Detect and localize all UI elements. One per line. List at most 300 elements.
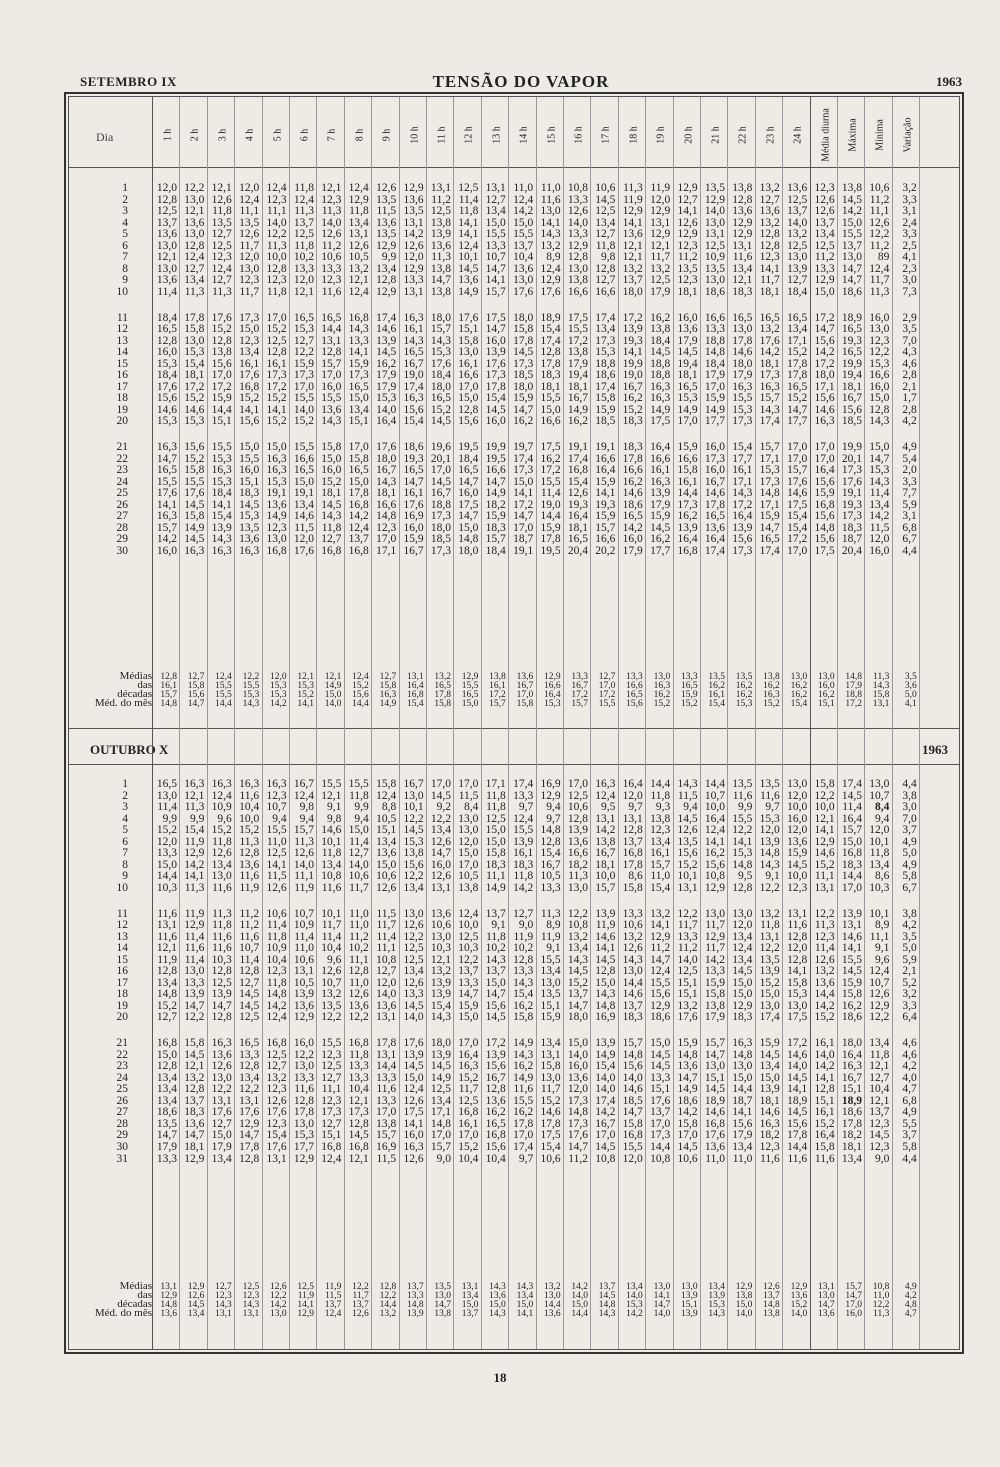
value-cell: 15,2: [321, 475, 342, 488]
value-cell: 16,7: [403, 357, 424, 370]
value-cell: 11,8: [212, 835, 232, 848]
value-cell: 10,6: [622, 919, 643, 932]
column-header: [511, 102, 537, 168]
table-row: [66, 545, 966, 559]
value-cell: 12,2: [211, 1083, 232, 1096]
value-cell: 14,1: [595, 942, 616, 955]
day-cell: 26: [116, 1094, 128, 1107]
value-cell: 14,0: [595, 1083, 616, 1096]
value-cell: 14,9: [513, 1037, 534, 1049]
value-cell: 10,6: [430, 919, 451, 932]
value-cell: 9,5: [601, 801, 616, 814]
value-cell: 11,0: [349, 919, 369, 932]
value-cell: 14,2: [759, 346, 780, 359]
value-cell: 16,6: [677, 452, 698, 465]
value-cell: 12,4: [595, 789, 616, 802]
value-cell: 13,6: [567, 835, 588, 848]
value-cell: 18,1: [677, 369, 698, 382]
value-cell: 15,0: [650, 1037, 671, 1049]
value-cell: 13,7: [293, 216, 314, 229]
value-cell: 12,3: [321, 193, 342, 206]
value-cell: 12,8: [348, 1117, 369, 1130]
value-cell: 12,4: [321, 1152, 342, 1165]
value-cell: 14,5: [376, 346, 397, 359]
value-cell: 16,0: [293, 1037, 314, 1049]
value-cell: 14,4: [732, 1083, 753, 1096]
value-cell: 16,7: [595, 847, 616, 860]
means-cell: 16,4: [406, 681, 424, 691]
column-header-label: 5 h: [272, 128, 284, 142]
means-row: [66, 1300, 966, 1309]
value-cell: 17,2: [787, 533, 808, 546]
value-cell: 4,7: [902, 1083, 917, 1096]
value-cell: 13,6: [622, 228, 643, 241]
value-cell: 12,4: [513, 812, 534, 825]
means-cell: 12,2: [352, 1282, 369, 1292]
means-cell: 12,6: [269, 1282, 287, 1292]
value-cell: 11,8: [486, 801, 506, 814]
means-cell: 5,0: [904, 690, 917, 700]
value-cell: 17,8: [540, 1117, 561, 1130]
value-cell: 14,8: [677, 1048, 698, 1061]
value-cell: 13,6: [184, 1117, 205, 1130]
value-cell: 13,4: [403, 881, 424, 894]
value-cell: 13,4: [595, 216, 616, 229]
value-cell: 15,5: [513, 1094, 534, 1107]
value-cell: 10,6: [376, 870, 397, 883]
value-cell: 1,7: [902, 392, 917, 405]
day-cell: 8: [122, 262, 128, 275]
value-cell: 14,5: [430, 415, 451, 428]
value-cell: 15,3: [732, 847, 753, 860]
value-cell: 15,0: [595, 976, 616, 989]
means-cell: 15,3: [626, 1300, 643, 1310]
value-cell: 11,9: [513, 930, 534, 943]
value-cell: 16,3: [211, 464, 232, 477]
value-cell: 11,8: [294, 182, 314, 194]
means-cell: 16,5: [626, 690, 643, 700]
value-cell: 12,9: [732, 228, 753, 241]
value-cell: 15,0: [211, 1129, 232, 1142]
value-cell: 13,8: [595, 835, 616, 848]
value-cell: 17,5: [787, 1011, 808, 1024]
value-cell: 12,5: [430, 205, 451, 218]
value-cell: 15,6: [704, 858, 725, 871]
means-cell: 14,3: [598, 1309, 616, 1319]
means-cell: 11,3: [873, 1309, 890, 1319]
means-label-line: décadas: [117, 1298, 152, 1310]
day-cell: 30: [116, 544, 128, 557]
value-cell: 17,6: [376, 441, 397, 453]
value-cell: 15,6: [211, 357, 232, 370]
value-cell: 11,6: [787, 919, 808, 932]
value-cell: 17,7: [293, 1140, 314, 1153]
value-cell: 14,1: [485, 274, 506, 287]
value-cell: 15,2: [266, 392, 287, 405]
value-cell: 12,3: [321, 274, 342, 287]
value-cell: 15,1: [211, 415, 232, 428]
value-cell: 14,5: [184, 533, 205, 546]
value-cell: 15,8: [321, 441, 342, 453]
means-cell: 13,9: [680, 1309, 698, 1319]
value-cell: 13,1: [430, 182, 451, 194]
value-cell: 13,4: [348, 216, 369, 229]
value-cell: 12,8: [458, 403, 479, 416]
value-cell: 17,6: [677, 1011, 698, 1024]
value-cell: 16,5: [430, 392, 451, 405]
means-row: [66, 1291, 966, 1300]
value-cell: 10,5: [293, 976, 314, 989]
value-cell: 13,5: [211, 216, 232, 229]
means-cell: 15,3: [269, 690, 287, 700]
value-cell: 8,6: [875, 870, 890, 883]
value-cell: 17,1: [787, 334, 808, 347]
value-cell: 9,9: [381, 251, 397, 264]
value-cell: 12,7: [266, 1060, 287, 1073]
value-cell: 18,0: [430, 521, 451, 534]
value-cell: 13,8: [650, 812, 671, 825]
value-cell: 12,4: [869, 965, 890, 978]
value-cell: 16,7: [430, 487, 451, 500]
value-cell: 15,6: [403, 858, 424, 871]
value-cell: 16,8: [814, 498, 835, 511]
value-cell: 16,4: [595, 464, 616, 477]
value-cell: 14,2: [513, 881, 534, 894]
value-cell: 14,5: [759, 1048, 780, 1061]
value-cell: 13,9: [622, 323, 643, 336]
value-cell: 13,2: [622, 262, 643, 275]
value-cell: 15,6: [485, 1060, 506, 1073]
value-cell: 17,4: [595, 1094, 616, 1107]
value-cell: 14,5: [787, 1106, 808, 1119]
means-row: [66, 672, 966, 681]
value-cell: 19,5: [458, 441, 479, 453]
value-cell: 12,0: [293, 274, 314, 287]
value-cell: 11,7: [321, 919, 342, 932]
value-cell: 16,4: [622, 778, 643, 790]
value-cell: 12,8: [211, 1011, 232, 1024]
value-cell: 12,9: [184, 919, 205, 932]
value-cell: 12,3: [266, 274, 287, 287]
value-cell: 11,6: [540, 193, 561, 206]
value-cell: 14,7: [567, 999, 588, 1012]
value-cell: 14,0: [567, 216, 588, 229]
means-cell: 13,8: [434, 1309, 451, 1319]
value-cell: 7,3: [902, 285, 917, 298]
means-cell: 11,3: [873, 672, 890, 682]
value-cell: 13,4: [156, 976, 177, 989]
value-cell: 11,4: [540, 487, 561, 500]
value-cell: 11,8: [321, 847, 342, 860]
column-header-dia: Dia: [96, 130, 114, 144]
value-cell: 16,5: [704, 510, 725, 523]
value-cell: 13,6: [430, 239, 451, 252]
value-cell: 13,5: [732, 778, 753, 790]
value-cell: 4,6: [902, 1048, 917, 1061]
value-cell: 9,9: [162, 812, 177, 825]
means-row: [66, 690, 966, 699]
value-cell: 12,6: [403, 919, 424, 932]
means-cell: 12,3: [242, 1291, 260, 1301]
value-cell: 13,4: [156, 1083, 177, 1096]
value-cell: 16,3: [814, 415, 835, 428]
value-cell: 10,1: [403, 801, 424, 814]
day-cell: 10: [116, 881, 128, 894]
value-cell: 15,8: [595, 392, 616, 405]
value-cell: 13,1: [376, 1011, 397, 1024]
value-cell: 18,1: [677, 285, 698, 298]
value-cell: 11,6: [321, 881, 342, 894]
value-cell: 12,8: [321, 346, 342, 359]
value-cell: 14,7: [677, 1071, 698, 1084]
value-cell: 18,2: [841, 1129, 862, 1142]
value-cell: 16,1: [266, 357, 287, 370]
value-cell: 15,9: [759, 1037, 780, 1049]
value-cell: 15,4: [211, 510, 232, 523]
value-cell: 12,6: [376, 182, 397, 194]
means-cell: 15,6: [187, 690, 205, 700]
value-cell: 13,3: [622, 907, 643, 920]
value-cell: 12,8: [156, 193, 177, 206]
value-cell: 3,3: [902, 475, 917, 488]
value-cell: 13,0: [567, 262, 588, 275]
value-cell: 17,0: [841, 881, 862, 894]
value-cell: 16,8: [348, 544, 369, 557]
value-cell: 11,8: [212, 919, 232, 932]
value-cell: 19,3: [841, 498, 862, 511]
value-cell: 13,8: [732, 182, 753, 194]
value-cell: 2,1: [902, 965, 917, 978]
value-cell: 16,8: [321, 544, 342, 557]
value-cell: 13,0: [540, 1071, 561, 1084]
means-cell: 12,7: [215, 1282, 232, 1292]
day-cell: 9: [122, 274, 128, 287]
value-cell: 16,0: [403, 521, 424, 534]
column-header-label: Mínima: [874, 119, 886, 151]
means-cell: 15,5: [215, 690, 232, 700]
value-cell: 17,0: [567, 778, 588, 790]
value-cell: 13,6: [732, 205, 753, 218]
value-cell: 10,4: [348, 1083, 369, 1096]
value-cell: 11,7: [458, 1083, 479, 1096]
value-cell: 10,8: [321, 870, 342, 883]
value-cell: 17,8: [540, 357, 561, 370]
day-cell: 27: [116, 1106, 128, 1119]
value-cell: 14,6: [814, 847, 835, 860]
value-cell: 15,5: [485, 228, 506, 241]
day-cell: 22: [116, 1048, 128, 1061]
value-cell: 10,1: [677, 870, 698, 883]
column-header-label: 8 h: [354, 128, 366, 142]
value-cell: 11,8: [513, 870, 534, 883]
value-cell: 11,6: [814, 1152, 835, 1165]
value-cell: 11,3: [431, 251, 451, 264]
value-cell: 14,1: [239, 403, 260, 416]
value-cell: 14,0: [787, 1060, 808, 1073]
value-cell: 4,6: [902, 1037, 917, 1049]
means-cell: 15,1: [680, 1300, 698, 1310]
value-cell: 13,2: [622, 930, 643, 943]
value-cell: 13,1: [348, 228, 369, 241]
value-cell: 14,8: [704, 346, 725, 359]
value-cell: 12,9: [376, 239, 397, 252]
value-cell: 13,4: [293, 498, 314, 511]
value-cell: 17,8: [239, 1140, 260, 1153]
value-cell: 15,8: [513, 1011, 534, 1024]
value-cell: 11,9: [294, 881, 314, 894]
value-cell: 14,2: [266, 999, 287, 1012]
day-cell: 23: [116, 464, 128, 477]
value-cell: 19,4: [567, 369, 588, 382]
value-cell: 17,3: [704, 452, 725, 465]
value-cell: 12,5: [704, 239, 725, 252]
value-cell: 18,4: [211, 487, 232, 500]
value-cell: 13,3: [704, 323, 725, 336]
value-cell: 10,7: [239, 942, 260, 955]
means-cell: 14,1: [297, 1300, 314, 1310]
value-cell: 11,3: [623, 182, 643, 194]
value-cell: 16,3: [841, 1060, 862, 1073]
value-cell: 9,4: [354, 812, 369, 825]
value-cell: 11,0: [349, 976, 369, 989]
value-cell: 17,3: [841, 464, 862, 477]
value-cell: 13,9: [376, 334, 397, 347]
value-cell: 9,5: [738, 870, 753, 883]
value-cell: 17,0: [430, 464, 451, 477]
value-cell: 16,8: [841, 847, 862, 860]
value-cell: 17,6: [266, 1106, 287, 1119]
means-cell: 16,2: [790, 690, 808, 700]
value-cell: 11,8: [266, 930, 287, 943]
value-cell: 18,1: [759, 1094, 780, 1107]
value-cell: 16,3: [266, 464, 287, 477]
value-cell: 11,6: [157, 907, 177, 920]
value-cell: 10,0: [266, 251, 287, 264]
value-cell: 14,5: [650, 1048, 671, 1061]
value-cell: 12,0: [622, 789, 643, 802]
value-cell: 16,1: [650, 847, 671, 860]
value-cell: 13,8: [567, 274, 588, 287]
means-cell: 12,5: [242, 1282, 260, 1292]
value-cell: 17,8: [622, 858, 643, 871]
value-cell: 13,9: [759, 835, 780, 848]
value-cell: 16,3: [239, 544, 260, 557]
value-cell: 17,6: [239, 1106, 260, 1119]
value-cell: 11,6: [184, 942, 205, 955]
value-cell: 13,6: [704, 521, 725, 534]
value-cell: 15,9: [595, 475, 616, 488]
value-cell: 11,3: [184, 285, 205, 298]
means-cell: 15,6: [352, 690, 369, 700]
value-cell: 16,3: [211, 1037, 232, 1049]
value-cell: 17,3: [321, 1106, 342, 1119]
value-cell: 12,3: [321, 1094, 342, 1107]
value-cell: 10,4: [513, 251, 534, 264]
means-cell: 3,5: [904, 672, 917, 682]
value-cell: 15,3: [156, 415, 177, 428]
value-cell: 13,4: [403, 965, 424, 978]
value-cell: 13,7: [184, 1094, 205, 1107]
means-cell: 13,8: [735, 1291, 753, 1301]
means-cell: 13,7: [406, 1282, 424, 1292]
value-cell: 12,5: [458, 1094, 479, 1107]
value-cell: 14,5: [677, 1140, 698, 1153]
value-cell: 13,4: [732, 930, 753, 943]
means-cell: 15,7: [489, 699, 506, 709]
value-cell: 17,2: [814, 357, 835, 370]
value-cell: 10,0: [814, 801, 835, 814]
value-cell: 14,9: [458, 285, 479, 298]
column-header: [237, 102, 263, 168]
column-header-label: Máxima: [847, 118, 859, 152]
value-cell: 3,2: [902, 182, 917, 194]
column-header-label: 1 h: [162, 128, 174, 142]
value-cell: 20,4: [841, 544, 862, 557]
value-cell: 14,6: [704, 487, 725, 500]
value-cell: 13,9: [513, 835, 534, 848]
value-cell: 15,5: [540, 475, 561, 488]
value-cell: 13,4: [156, 1094, 177, 1107]
value-cell: 3,0: [902, 274, 917, 287]
value-cell: 13,1: [787, 907, 808, 920]
value-cell: 13,2: [540, 239, 561, 252]
value-cell: 12,5: [211, 976, 232, 989]
value-cell: 17,1: [430, 1106, 451, 1119]
value-cell: 13,8: [567, 346, 588, 359]
value-cell: 12,1: [732, 274, 753, 287]
value-cell: 15,3: [293, 323, 314, 336]
value-cell: 13,3: [348, 1060, 369, 1073]
value-cell: 15,4: [485, 392, 506, 405]
value-cell: 14,7: [485, 323, 506, 336]
means-cell: 15,7: [845, 1282, 862, 1292]
value-cell: 19,3: [622, 334, 643, 347]
value-cell: 10,6: [293, 953, 314, 966]
value-cell: 13,0: [704, 216, 725, 229]
value-cell: 13,9: [485, 346, 506, 359]
value-cell: 17,9: [156, 1140, 177, 1153]
value-cell: 12,3: [814, 930, 835, 943]
value-cell: 18,1: [184, 1140, 205, 1153]
value-cell: 14,0: [266, 216, 287, 229]
value-cell: 19,1: [841, 487, 862, 500]
value-cell: 11,5: [869, 521, 890, 534]
value-cell: 11,5: [376, 907, 397, 920]
value-cell: 15,1: [650, 1083, 671, 1096]
value-cell: 9,4: [272, 812, 287, 825]
value-cell: 16,4: [376, 415, 397, 428]
column-header-label: 3 h: [217, 128, 229, 142]
value-cell: 11,6: [513, 1083, 534, 1096]
value-cell: 16,2: [841, 999, 862, 1012]
value-cell: 13,7: [622, 835, 643, 848]
means-cell: 16,1: [708, 690, 725, 700]
value-cell: 18,1: [595, 858, 616, 871]
value-cell: 13,0: [704, 274, 725, 287]
value-cell: 15,7: [787, 464, 808, 477]
value-cell: 12,9: [403, 182, 424, 194]
means-cell: 13,0: [269, 1309, 287, 1319]
value-cell: 10,7: [869, 789, 890, 802]
value-cell: 14,7: [458, 988, 479, 1001]
value-cell: 18,0: [430, 1037, 451, 1049]
value-cell: 16,3: [732, 380, 753, 393]
value-cell: 12,5: [321, 1060, 342, 1073]
means-label-line: das: [137, 1289, 152, 1301]
means-cell: 15,4: [708, 699, 725, 709]
value-cell: 14,2: [814, 1060, 835, 1073]
value-cell: 17,6: [485, 357, 506, 370]
